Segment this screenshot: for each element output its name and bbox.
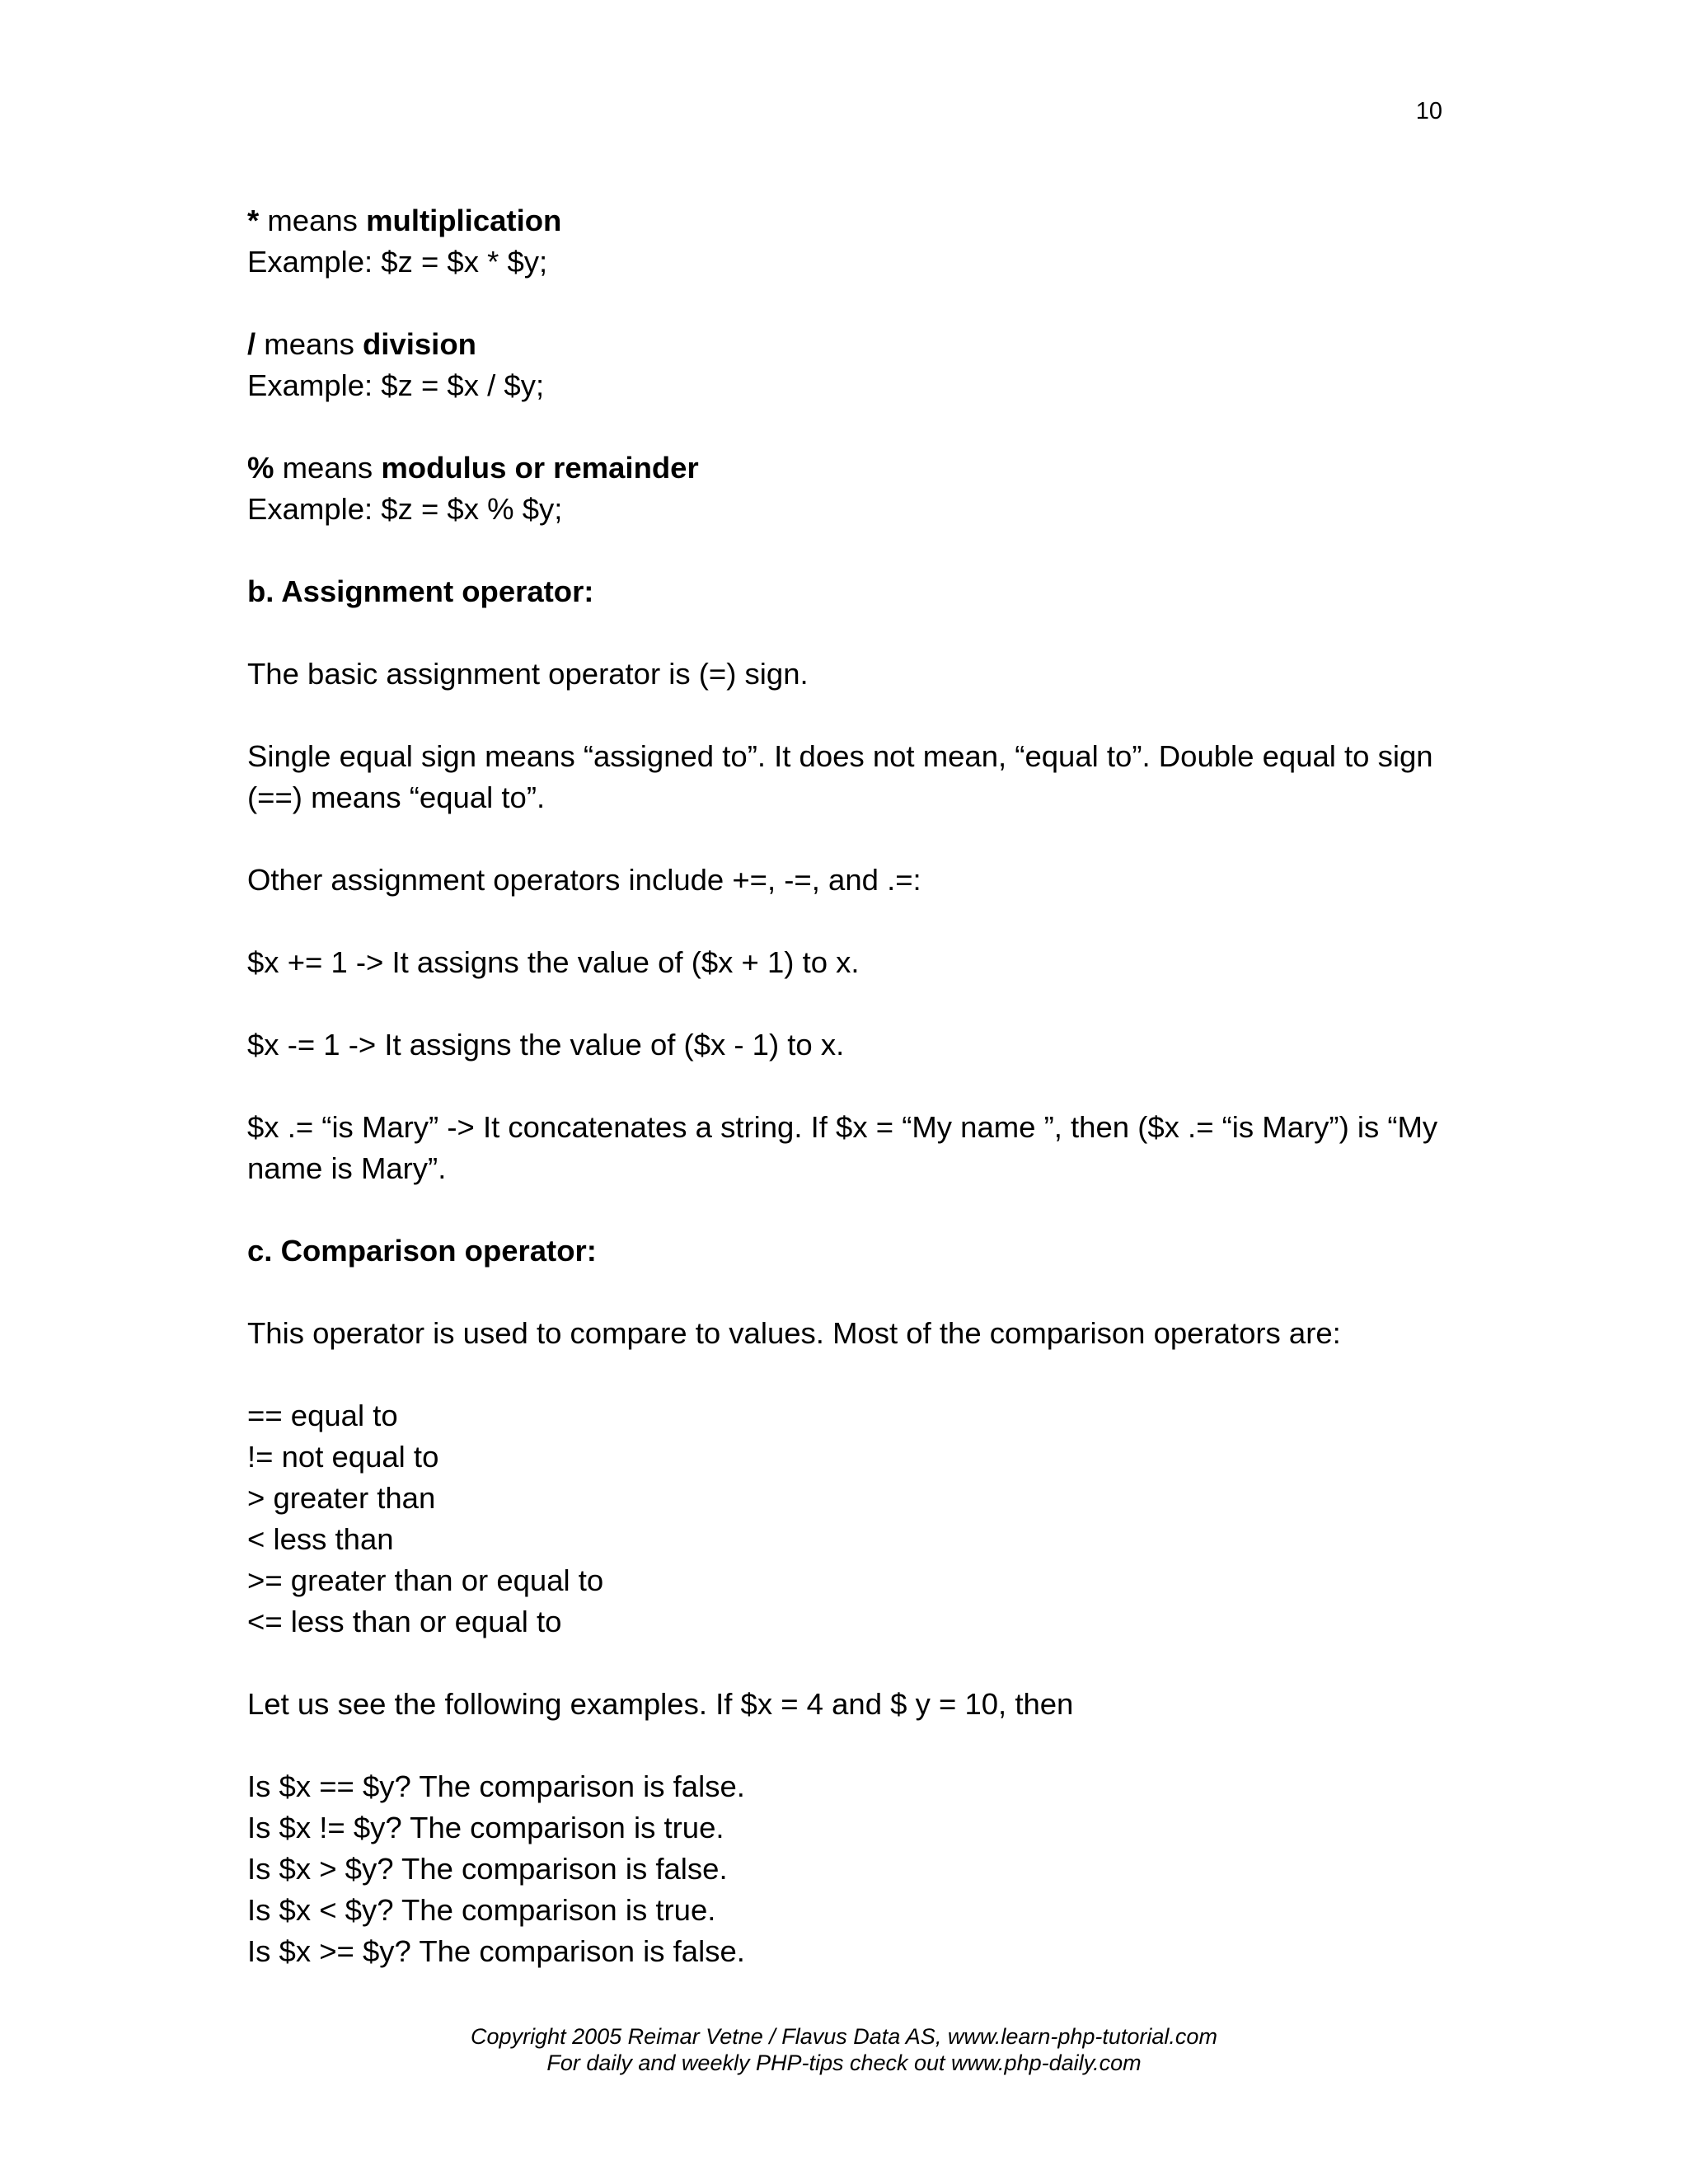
heading-text: c. Comparison operator:	[247, 1234, 597, 1268]
operator-example: Example: $z = $x % $y;	[247, 492, 563, 526]
example-line: Is $x >= $y? The comparison is false.	[247, 1934, 745, 1968]
operator-name: division	[363, 327, 476, 361]
page-number: 10	[1415, 98, 1442, 124]
page-footer	[0, 2023, 1688, 2076]
example-line: Is $x > $y? The comparison is false.	[247, 1852, 728, 1886]
operator-symbol: %	[247, 451, 274, 485]
operator-name: multiplication	[366, 204, 562, 237]
list-item: == equal to	[247, 1399, 398, 1432]
operator-means: means	[256, 327, 363, 361]
list-item: <= less than or equal to	[247, 1605, 562, 1638]
example-line: Is $x == $y? The comparison is false.	[247, 1769, 745, 1803]
paragraph: Let us see the following examples. If $x = 4 and $ y = 10, then	[247, 1687, 1074, 1721]
section-heading-assignment	[247, 571, 1459, 612]
operator-symbol: *	[247, 204, 260, 237]
heading-text: b. Assignment operator:	[247, 574, 594, 608]
example-line: Is $x < $y? The comparison is true.	[247, 1893, 716, 1927]
operator-name: modulus or remainder	[381, 451, 699, 485]
paragraph: This operator is used to compare to values. Most of the comparison operators are:	[247, 1316, 1341, 1350]
paragraph: Single equal sign means “assigned to”. It does not mean, “equal to”. Double equal to sign (==) means “equal to”.	[247, 739, 1442, 814]
list-item: > greater than	[247, 1481, 436, 1515]
document-body	[247, 200, 1459, 1972]
paragraph: $x .= “is Mary” -> It concatenates a string. If $x = “My name ”, then ($x .= “is Mary”) is “My name is Mary”.	[247, 1110, 1447, 1185]
operator-example: Example: $z = $x / $y;	[247, 368, 545, 402]
paragraph: The basic assignment operator is (=) sign.	[247, 657, 809, 691]
operator-multiplication	[247, 200, 1459, 241]
operator-means: means	[259, 204, 367, 237]
list-item: != not equal to	[247, 1440, 439, 1474]
operator-modulus	[247, 448, 1459, 489]
footer-copyright: Copyright 2005 Reimar Vetne / Flavus Data AS, www.learn-php-tutorial.com	[471, 2024, 1217, 2049]
list-item: < less than	[247, 1522, 394, 1556]
paragraph: Other assignment operators include +=, -=, and .=:	[247, 863, 921, 897]
footer-tips: For daily and weekly PHP-tips check out www.php-daily.com	[546, 2050, 1142, 2075]
list-item: >= greater than or equal to	[247, 1563, 604, 1597]
operator-symbol: /	[247, 327, 256, 361]
example-line: Is $x != $y? The comparison is true.	[247, 1811, 724, 1844]
operator-division	[247, 324, 1459, 365]
section-heading-comparison	[247, 1230, 1459, 1272]
paragraph: $x += 1 -> It assigns the value of ($x + 1) to x.	[247, 945, 860, 979]
paragraph: $x -= 1 -> It assigns the value of ($x - 1) to x.	[247, 1028, 845, 1062]
operator-means: means	[274, 451, 382, 485]
operator-example: Example: $z = $x * $y;	[247, 245, 548, 279]
